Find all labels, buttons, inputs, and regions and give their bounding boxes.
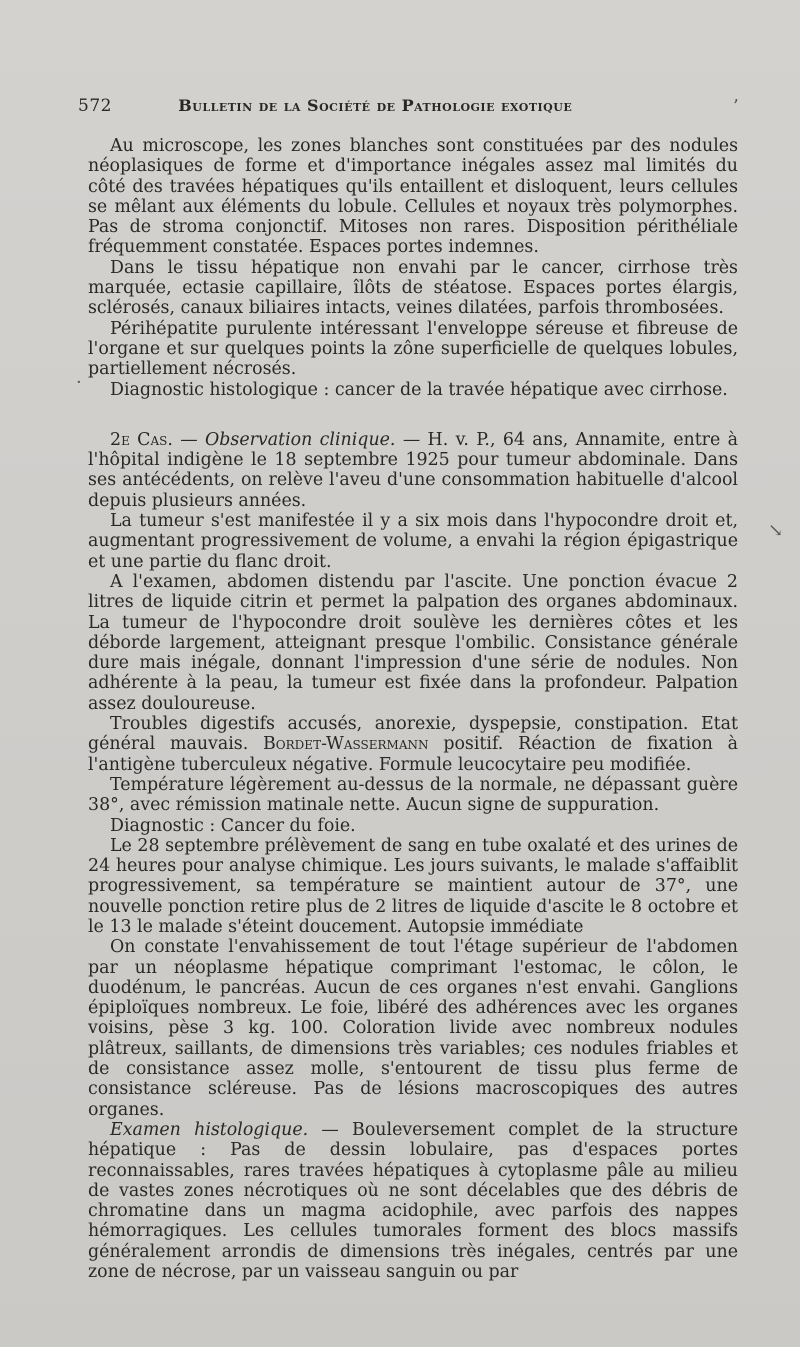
paragraph: Température légèrement au-dessus de la normale, ne dépassant guère 38°, avec rémission matinale nette. Aucun signe de suppuration. [88, 774, 738, 816]
case-label: 2e Cas. [110, 429, 173, 450]
exam-title: Examen histologique. [110, 1119, 309, 1140]
paragraph: Dans le tissu hépatique non envahi par le cancer, cirrhose très marquée, ectasie capillaire, îlôts de stéatose. Espaces portes élargis, sclérosés, canaux biliaires intacts, veines dilatées, parfois thrombosées. [88, 257, 738, 319]
troubles-text-b: positif. Réaction de fixation à l'antigène tuberculeux négative. Formule leucocytaire peu modifiée. [88, 734, 738, 775]
paragraph: A l'examen, abdomen distendu par l'ascite. Une ponction évacue 2 litres de liquide citrin et permet la palpation des organes abdominaux. La tumeur de l'hypocondre droit soulève les dernières côtes et les déborde largement, atteignant presque l'ombilic. Consistance générale dure mais inégale, donnant l'impression d'une série de nodules. Non adhérente à la peau, la tumeur est fixée dans la profondeur. Palpation assez douloureuse. [88, 571, 738, 714]
paragraph: Périhépatite purulente intéressant l'enveloppe séreuse et fibreuse de l'organe et sur quelques points la zône superficielle de quelques lobules, partiellement nécrosés. [88, 318, 738, 380]
paragraph: La tumeur s'est manifestée il y a six mois dans l'hypocondre droit et, augmentant progressivement de volume, a envahi la région épigastrique et une partie du flanc droit. [88, 511, 738, 572]
page-number: 572 [78, 96, 112, 116]
body-text [88, 136, 738, 1282]
troubles-paragraph [88, 714, 738, 775]
case-2-heading-paragraph [88, 430, 738, 511]
bordet-wassermann: Bordet-Wassermann [263, 734, 429, 755]
margin-arrow: ↘ [768, 520, 784, 541]
paragraph: Diagnostic : Cancer du foie. [110, 815, 356, 836]
margin-mark: ’ [733, 96, 739, 117]
paragraph: On constate l'envahissement de tout l'étage supérieur de l'abdomen par un néoplasme hépatique comprimant l'estomac, le côlon, le duodénum, le pancréas. Aucun de ces organes n'est envahi. Ganglions épiploïques nombreux. Le foie, libéré des adhérences avec les organes voisins, pèse 3 kg. 100. Coloration livide avec nombreux nodules plâtreux, saillants, de dimensions très variables; ces nodules friables et de consistance assez molle, s'entourent de tissu plus ferme de consistance scléreuse. Pas de lésions macroscopiques des autres organes. [88, 937, 738, 1120]
exam-text: — Bouleversement complet de la structure hépatique : Pas de dessin lobulaire, pas d'espaces portes reconnaissables, rares travées hépatiques à cytoplasme pâle au milieu de vastes zones nécrotiques où ne sont décelables que des débris de chromatine dans un magma acidophile, avec parfois des nappes hémorragiques. Les cellules tumorales forment des blocs massifs généralement arrondis de dimensions très inégales, centrés par une zone de nécrose, par un vaisseau sanguin ou par [88, 1119, 739, 1283]
margin-dot: · [76, 372, 82, 393]
paragraph: Au microscope, les zones blanches sont constituées par des nodules néoplasiques de forme et d'importance inégales assez mal limités du côté des travées hépatiques qu'ils entaillent et disloquent, leurs cellules se mêlant aux éléments du lobule. Cellules et noyaux très polymorphes. Pas de stroma conjonctif. Mitoses non rares. Disposition périthéliale fréquemment constatée. Espaces portes indemnes. [88, 136, 738, 258]
page-header [78, 96, 738, 116]
case-intro: — H. v. P., 64 ans, Annamite, entre à l'hôpital indigène le 18 septembre 1925 pour tumeur abdominale. Dans ses antécédents, on relève l'aveu d'une consommation habituelle d'alcool depuis plusieurs années. [88, 429, 739, 511]
paragraph: Diagnostic histologique : cancer de la travée hépatique avec cirrhose. [110, 379, 728, 400]
troubles-text-a: Troubles digestifs accusés, anorexie, dyspepsie, constipation. Etat général mauvais. [88, 714, 738, 755]
paragraph: Le 28 septembre prélèvement de sang en tube oxalaté et des urines de 24 heures pour analyse chimique. Les jours suivants, le malade s'affaiblit progressivement, sa température se maintient autour de 37°, une nouvelle ponction retire plus de 2 litres de liquide d'ascite le 8 octobre et le 13 le malade s'éteint doucement. Autopsie immédiate [88, 835, 738, 937]
running-title: Bulletin de la Société de Pathologie exotique [178, 96, 573, 115]
case-dash: — [172, 429, 205, 450]
exam-paragraph [88, 1120, 738, 1282]
observation-title: Observation clinique. [205, 429, 396, 450]
